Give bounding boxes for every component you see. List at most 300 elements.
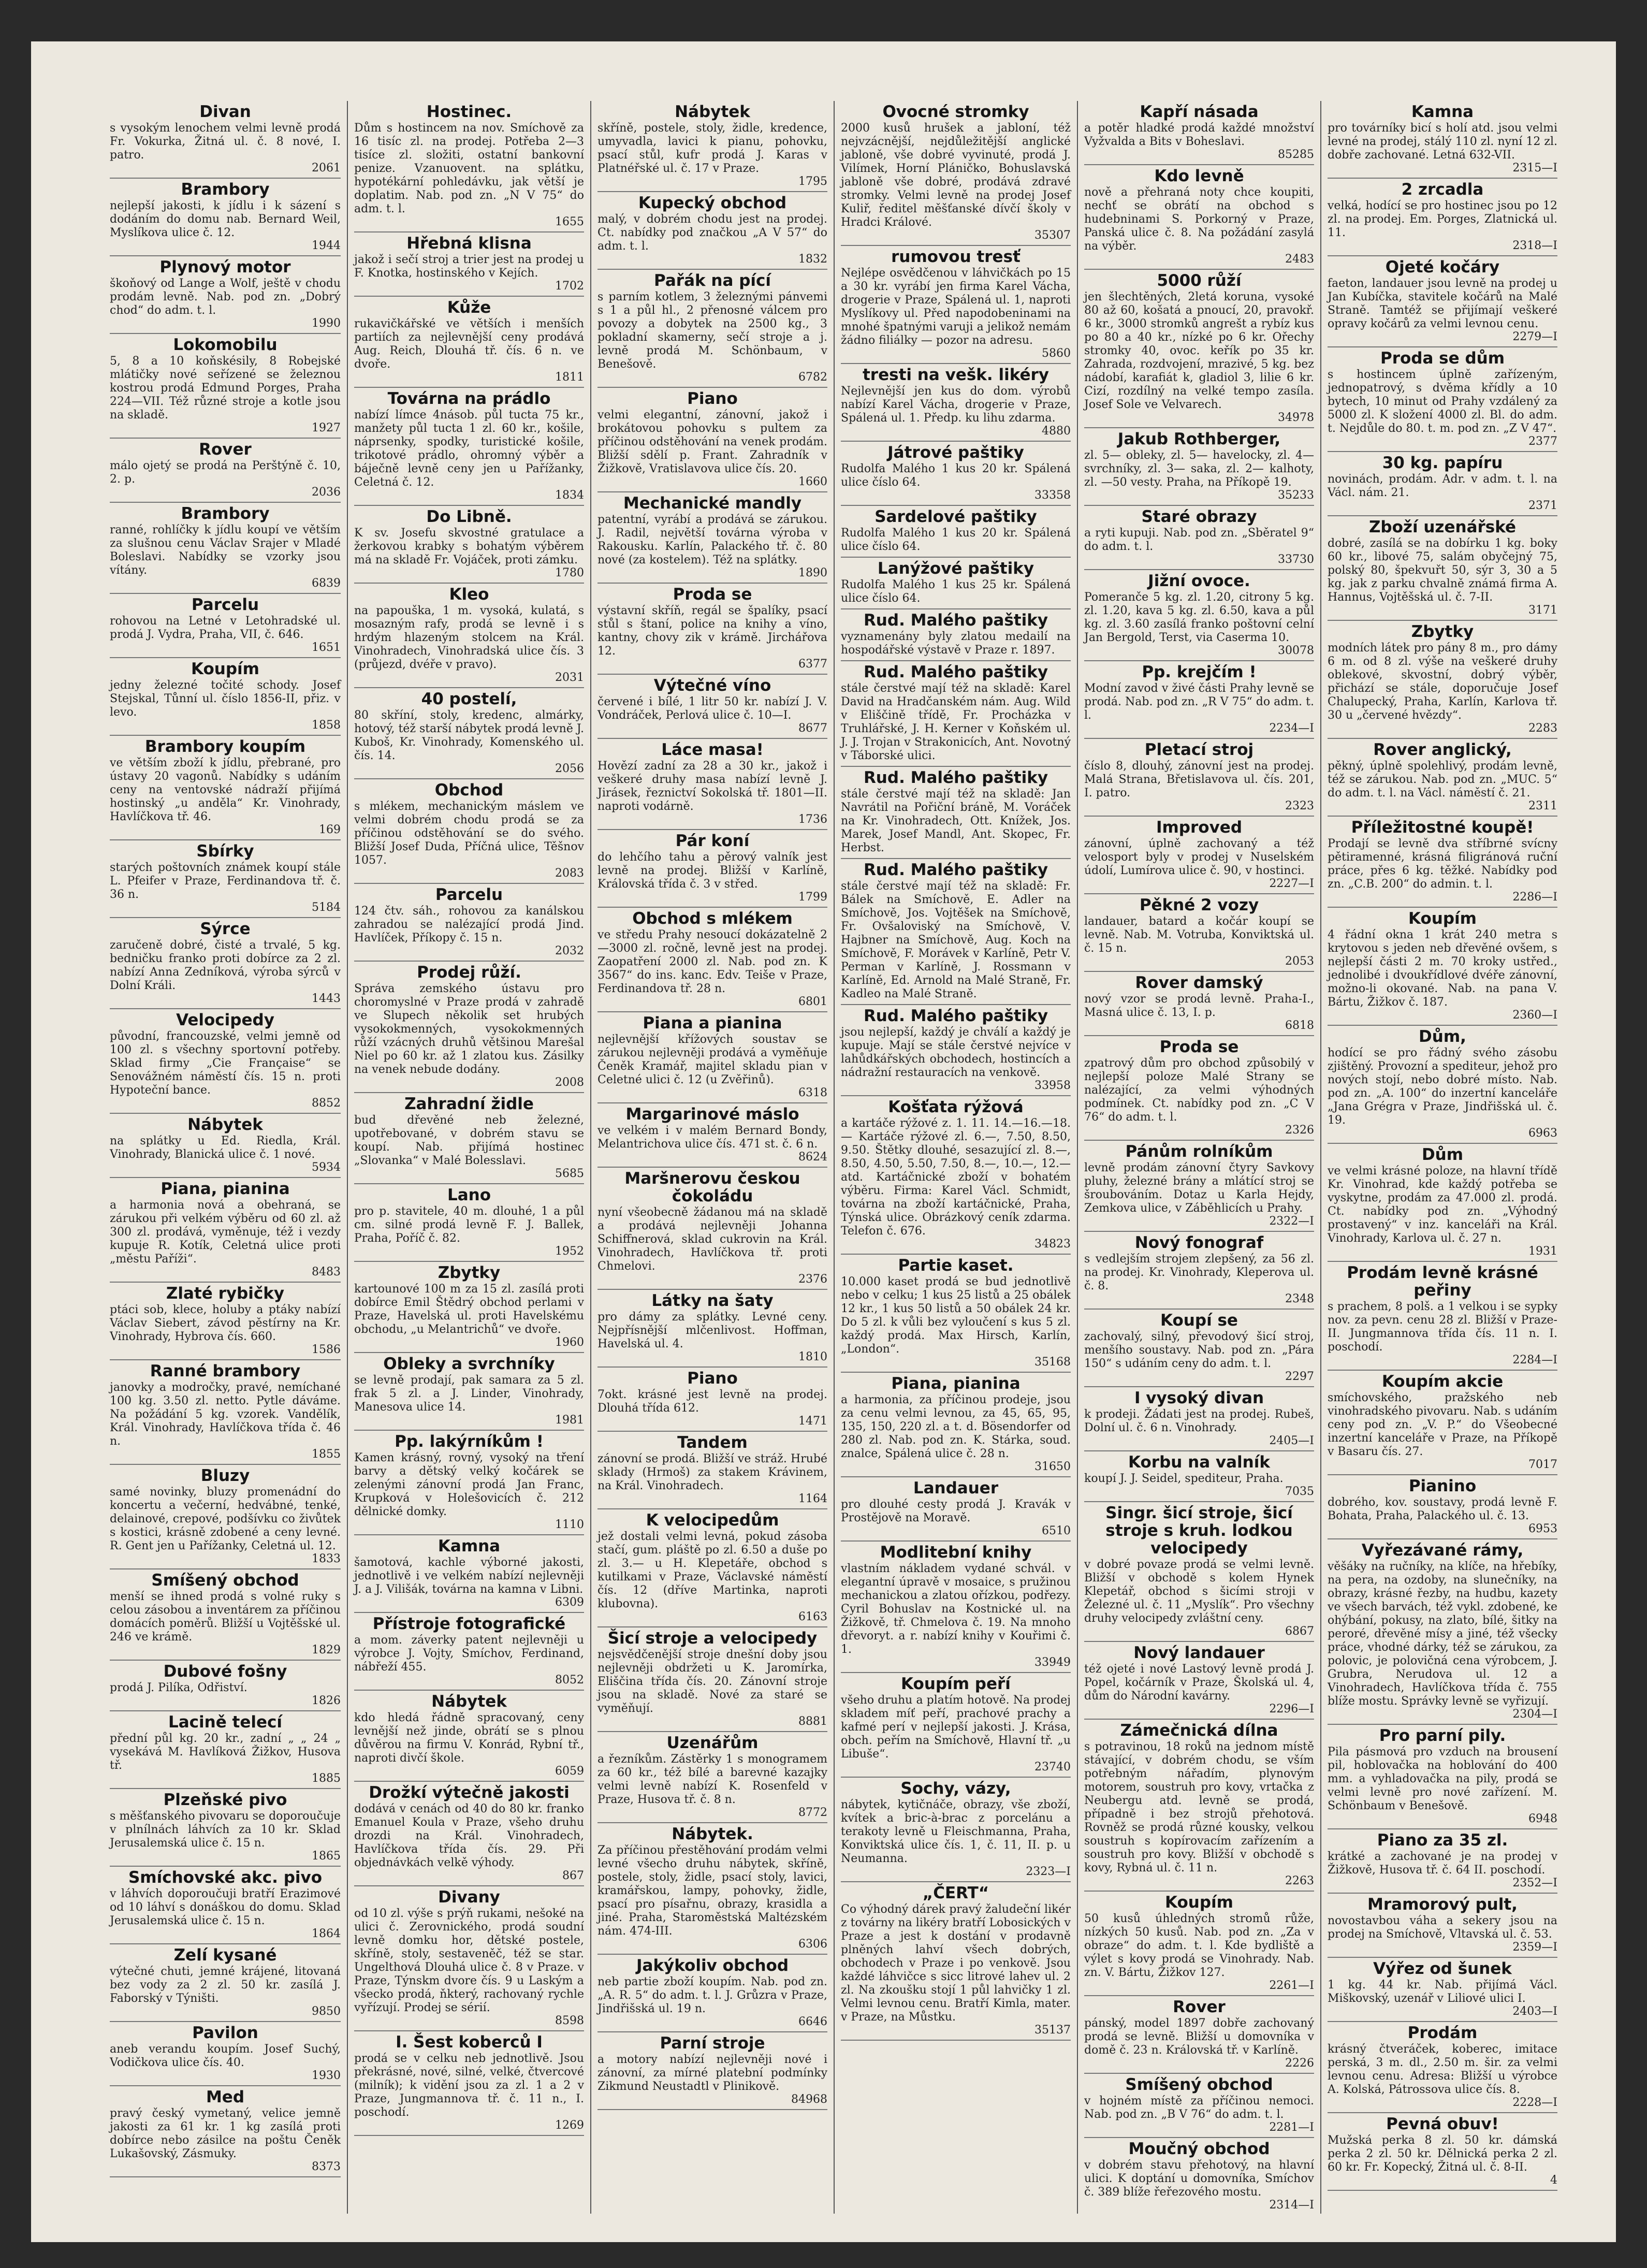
ad-heading: Piano <box>687 389 738 408</box>
ad-number: 1269 <box>555 2119 584 2132</box>
ad-heading: Piana a pianina <box>643 1014 782 1033</box>
ad-text: výtečné chuti, jemné krájené, litovaná bez vody za 2 zl. 50 kr. zasílá J. Faborský v Týništi. <box>110 1965 341 2005</box>
ad-number: 31650 <box>1034 1460 1071 1473</box>
ad-text: nyní všeobecně žádanou má na skladě a prodává nejlevněji Johanna Schiffnerová, sklad cukrovin na Král. Vinohradech, Havlíčkova tř. proti Chmelovi. <box>597 1206 827 1273</box>
classified-ad <box>354 101 584 232</box>
classified-ad <box>354 1353 584 1431</box>
ad-heading: Koupím <box>1165 1893 1233 1912</box>
classified-ad <box>597 675 827 739</box>
ad-heading: Ojeté kočáry <box>1385 258 1500 277</box>
classified-ad <box>1328 1371 1557 1475</box>
ad-number: 2056 <box>555 762 584 775</box>
classified-ad <box>597 1168 827 1290</box>
ad-text: škoňový od Lange a Wolf, ještě v chodu prodám levně. Nab. pod zn. „Dobrý chod“ do adm. t. l. <box>110 277 341 317</box>
ad-heading: Hřebná klisna <box>406 234 532 253</box>
ad-number: 8483 <box>312 1266 341 1278</box>
classified-ad <box>1328 101 1557 179</box>
ad-number: 8881 <box>798 1715 827 1728</box>
ad-heading: „ČERT“ <box>922 1884 989 1902</box>
ad-text: velká, hodící se pro hostinec jsou po 12 zl. na prodej. Em. Porges, Zlatnická ul. 11. <box>1328 199 1557 239</box>
ad-heading: Smíšený obchod <box>151 1571 299 1590</box>
ad-number: 2304—I <box>1512 1708 1557 1721</box>
ad-number: 30078 <box>1278 644 1314 657</box>
ad-heading: Brambory <box>181 180 270 199</box>
ad-number: 8624 <box>798 1151 827 1164</box>
ad-heading: 2 zrcadla <box>1401 180 1484 199</box>
classified-ad <box>110 1944 341 2022</box>
ad-number: 2234—I <box>1269 722 1314 735</box>
ad-heading: Modlitební knihy <box>880 1543 1032 1562</box>
ad-number: 1655 <box>555 215 584 228</box>
ad-heading: Rud. Malého paštiky <box>863 663 1048 681</box>
ad-number: 35168 <box>1034 1356 1071 1369</box>
ad-heading: Jakýkoliv obchod <box>636 1956 789 1975</box>
classified-ad <box>1328 621 1557 739</box>
ad-text: modních látek pro pány 8 m., pro dámy 6 m. od 8 zl. výše na veškeré druhy oblekové, skvostní, dobrý výběr, přichází se stále, doporučuje Josef Chalupecký, Praha, Karlín, Karlova tř. 30 u „červené hvězdy“. <box>1328 642 1557 722</box>
ad-heading: rumovou tresť <box>891 248 1021 266</box>
classified-ad <box>1084 1387 1314 1451</box>
classified-ad <box>841 101 1071 246</box>
ad-number: 1471 <box>798 1415 827 1428</box>
classified-ad <box>597 1432 827 1509</box>
ad-heading: Kleo <box>449 585 489 604</box>
ad-text: do lehčího tahu a pěrový valník jest levně na prodej. Bližší v Karlíně, Královská třída č. 3 v střed. <box>597 851 827 891</box>
classified-ad <box>110 594 341 658</box>
ad-text: v láhvích doporoučuji bratří Erazimové od 10 láhví s donáškou do domu. Sklad Jerusalemská ulice č. 15 n. <box>110 1887 341 1927</box>
ad-text: koupí J. J. Seidel, spediteur, Praha. <box>1084 1472 1284 1485</box>
ad-text: od 10 zl. výše s prýň rukami, nešoké na ulici č. Zerovnického, prodá soudní levně domku hor, dětské postele, skříně, stoly, sestaveněč, též se star. Ungelthová Dlouhá ulice č. 8 v Praze. v Praze, Týnskm dvore čís. 9 u Laským a všecko prodá, ňkterý, rachovaný rychle vyřízují. Prodej se sérií. <box>354 1907 584 2014</box>
ad-heading: Proda se <box>1159 1038 1239 1056</box>
ad-text: velmi elegantní, zánovní, jakož i brokátovou pohovku s pultem za příčinou odstěhování na venek prodám. Bližší sdělí p. Frant. Zahradník v Žižkově, Vratislavova ulice čís. 20. <box>597 409 827 475</box>
ad-column <box>834 101 1077 2214</box>
classified-ad <box>1084 1502 1314 1642</box>
ad-number: 4 <box>1550 2174 1557 2187</box>
ad-text: krásný čtveráček, koberec, imitace perská, 3 m. dl., 2.50 m. šir. za velmi levnou cenu. Adresa: Bližší u výrobce A. Kolská, Pátrossova ulice čís. 8. <box>1328 2043 1557 2096</box>
classified-ad <box>841 246 1071 364</box>
ad-number: 8852 <box>312 1097 341 1110</box>
ad-number: 2083 <box>555 867 584 880</box>
ad-number: 1586 <box>312 1343 341 1356</box>
classified-ad <box>1328 817 1557 908</box>
classified-ad <box>597 1368 827 1432</box>
ad-text: s parním kotlem, 3 železnými pánvemi s 1 a půl hl., 2 přenosné válcem pro povozy a dobytek na 2500 kg., 3 pokladní skamerny, sečí stroje a j. levně prodá M. Schönbaum, v Benešově. <box>597 290 827 371</box>
ad-heading: Zbytky <box>1411 622 1474 641</box>
classified-ad <box>110 1114 341 1178</box>
ad-text: 7okt. krásné jest levně na prodej. Dlouhá třída 612. <box>597 1388 827 1415</box>
classified-ad <box>110 256 341 334</box>
classified-ad <box>841 767 1071 859</box>
ad-heading: Drožkí výtečně jakosti <box>369 1783 570 1802</box>
ad-text: a řezníkům. Zástěrky 1 s monogramem za 60 kr., též bílé a barevné kazajky velmi levně nabízí K. Rosenfeld v Praze, Husova tř. č. 8 n. <box>597 1753 827 1806</box>
ad-heading: Prodám levně krásné peřiny <box>1347 1263 1538 1300</box>
ad-number: 1443 <box>312 992 341 1005</box>
ad-number: 84968 <box>791 2093 827 2106</box>
ad-number: 1833 <box>312 1552 341 1565</box>
classified-ad <box>354 1262 584 1353</box>
classified-ad <box>597 270 827 388</box>
ad-text: starých poštovních známek koupí stále L. Pfeifer v Praze, Ferdinandova tř. č. 36 n. <box>110 861 341 901</box>
ad-number: 2227—I <box>1269 877 1314 890</box>
ad-number: 2281—I <box>1269 2121 1314 2134</box>
ad-number: 1811 <box>555 371 584 384</box>
classified-ad <box>1084 428 1314 506</box>
ad-heading: Koupí se <box>1160 1311 1238 1330</box>
ad-text: v hojném místě za příčinou nemoci. Nab. pod zn. „B V 76“ do adm. t. l. <box>1084 2095 1314 2121</box>
ad-text: Správa zemského ústavu pro choromyslné v Praze prodá v zahradě ve Slupech několik set hrubých vysokokmenných, vysokokmenných růží vzácných druhů většinou Marešal Niel po 60 kr. až 1 zlatou kus. Zásilky na venek nebude dodány. <box>354 982 584 1076</box>
ad-text: v dobrém stavu přehotový, na hlavní ulici. K doptání u domovníka, Smíchov č. 389 blíže řeřezového mostu. <box>1084 2159 1314 2199</box>
ad-text: Rudolfa Malého 1 kus 20 kr. Spálená ulice číslo 64. <box>841 462 1071 489</box>
ad-text: nově a přehraná noty chce koupiti, nechť se obrátí na obchod s hudebninami S. Porkorný v Praze, Panská ulice č. 8. Na požádání zasylá na výběr. <box>1084 186 1314 253</box>
ad-text: červené i bílé, 1 litr 50 kr. nabízí J. V. Vondráček, Perlová ulice č. 10—I. <box>597 695 827 722</box>
ad-heading: Margarinové máslo <box>625 1105 799 1124</box>
classified-ad <box>597 1823 827 1955</box>
ad-text: pravý český vymetaný, velice jemně jakosti za 61 kr. 1 kg zasílá proti dobírce nebo zásilce na poštu Čeněk Lukašovský, Zásmuky. <box>110 2107 341 2160</box>
classified-ad <box>354 232 584 297</box>
classified-ad <box>354 1431 584 1535</box>
ad-text: pěkný, úplně spolehlivý, prodám levně, též se zárukou. Nab. pod zn. „MUC. 5“ do adm. t. l. na Václ. náměstí č. 21. <box>1328 760 1557 799</box>
ad-heading: Plzeňské pivo <box>163 1791 287 1809</box>
classified-ad <box>110 918 341 1009</box>
ad-text: neb partie zboží koupím. Nab. pod zn. „A. R. 5“ do adm. t. l. J. Grůzra v Praze, Jindřišská ul. 19 n. <box>597 1975 827 2015</box>
classified-ad <box>1084 1996 1314 2074</box>
ad-column <box>104 101 347 2214</box>
classified-ad <box>1084 2074 1314 2138</box>
ad-heading: Pro parní pily. <box>1379 1726 1506 1745</box>
ad-number: 4880 <box>1042 425 1071 438</box>
ad-heading: Pařák na pící <box>653 271 771 290</box>
ad-number: 33358 <box>1034 489 1071 502</box>
ad-number: 33958 <box>1034 1079 1071 1092</box>
ad-number: 2226 <box>1285 2057 1314 2070</box>
ad-text: a harmonia, za příčinou prodeje, jsou za cenu velmi levnou, za 45, 65, 95, 135, 150, 220 zl. a t. d. Bösendorfer od 280 zl. Nab. pod zn. K. Stárka, soud. znalce, Spálená ulice č. 28 n. <box>841 1393 1071 1460</box>
ad-number: 1164 <box>798 1492 827 1505</box>
ad-heading: Sbírky <box>196 842 254 861</box>
ad-heading: Zámečnická dílna <box>1120 1721 1278 1740</box>
classified-ad <box>354 688 584 779</box>
ad-text: jež dostali velmi levná, pokud zásoba stačí, gum. pláště po zl. 6.50 a duše po zl. 3.— u H. Klepetáře, obchod s kutilkami v Praze, Václavské náměstí čís. 12 (dříve Martinka, naproti klubovna). <box>597 1530 827 1610</box>
ad-text: nový vzor se prodá levně. Praha-I., Masná ulice č. 13, I. p. <box>1084 993 1314 1019</box>
classified-ad <box>597 492 827 584</box>
ad-heading: Prodám <box>1407 2024 1478 2042</box>
ad-text: ve větším zboží k jídlu, přebrané, pro ústavy 20 vagonů. Nabídky s udáním ceny na ventovské nádraží přijímá hostinský „u anděla“ Kr. Vinohrady, Havlíčkova tř. 46. <box>110 757 341 823</box>
ad-text: bud dřevěné neb železné, upotřebované, v dobrém stavu se koupí. Nab. přijímá hostinec „Slovanka“ v Malé Bolesslavi. <box>354 1114 584 1167</box>
ad-heading: Zelí kysané <box>173 1946 277 1965</box>
classified-ad <box>841 1373 1071 1477</box>
ad-number: 1885 <box>312 1772 341 1785</box>
ad-heading: K velocipedům <box>646 1511 779 1530</box>
ad-heading: Mramorový pult, <box>1367 1895 1518 1914</box>
ad-number: 2323—I <box>1026 1865 1071 1878</box>
ad-heading: Kdo levně <box>1154 167 1244 185</box>
ad-text: dodává v cenách od 40 do 80 kr. franko Emanuel Koula v Praze, všeho druhu drozdi na Král. Vinohradech, Havlíčkova třída čís. 29. Při objednávkách velkě výhody. <box>354 1802 584 1869</box>
ad-number: 8598 <box>555 2014 584 2027</box>
ad-number: 2377 <box>1528 435 1557 448</box>
ad-heading: Plynový motor <box>159 258 291 277</box>
ad-number: 1931 <box>1528 1245 1557 1258</box>
classified-ad <box>110 1789 341 1867</box>
ad-text: Rudolfa Malého 1 kus 25 kr. Spálená ulice číslo 64. <box>841 578 1071 605</box>
classified-ad <box>1084 101 1314 165</box>
classified-ad <box>1328 1894 1557 1958</box>
ad-heading: Rover <box>199 440 252 459</box>
ad-heading: Dům <box>1421 1145 1464 1164</box>
ad-number: 8772 <box>798 1806 827 1819</box>
ad-number: 1651 <box>312 641 341 654</box>
ad-number: 6646 <box>798 2015 827 2028</box>
ad-number: 5184 <box>312 901 341 914</box>
ad-text: 50 kusů úhledných stromů růže, nízkých 50 kusů. Nab. pod zn. „Za v obraze“ do adm. t. l. Kde bydliště a výlet s kovy prodá se Vinohrady. Nab. zn. V. Bártu, Žižkov 127. <box>1084 1912 1314 1979</box>
ad-heading: Koupím <box>191 660 259 678</box>
ad-text: a ryti kupuji. Nab. pod zn. „Sběratel 9“ do adm. t. l. <box>1084 527 1314 553</box>
ad-text: zánovní, úplně zachovaný a též velosport byly v prodej v Nuselském údolí, Lumírova ulice č. 90, v hostinci. <box>1084 837 1314 877</box>
ad-number: 1110 <box>555 1518 584 1531</box>
ad-text: ve velmi krásné poloze, na hlavní třídě Kr. Vinohrad, kde každý potřeba se vyskytne, prodám za 47.000 zl. prodá. Ct. nabídky pod zn. „Výhodný prostavený“ v inz. kanceláři na Král. Vinohrady, Karlova ul. č. 27 n. <box>1328 1165 1557 1245</box>
ad-text: 1 kg. 44 kr. Nab. přijímá Václ. Miškovský, uzenář v Liliové ulici I. <box>1328 1979 1557 2005</box>
ad-number: 2352—I <box>1512 1877 1557 1889</box>
classified-ad <box>841 1778 1071 1882</box>
ad-heading: Sochy, vázy, <box>900 1779 1011 1798</box>
ad-heading: Nábytek <box>431 1692 507 1711</box>
ad-heading: Parcelu <box>435 885 503 904</box>
ad-number: 1981 <box>555 1414 584 1427</box>
ad-text: Nejlevnější jen kus do dom. výrobů nabízí Karel Vácha, drogerie v Praze, Spálená ul. 1. Předp. ku lihu zdarma. <box>841 385 1071 425</box>
classified-ad <box>110 1465 341 1569</box>
ad-text: prodá J. Pilíka, Odřiství. <box>110 1681 247 1694</box>
ad-heading: Proda se <box>673 585 752 604</box>
ad-text: pro dlouhé cesty prodá J. Kravák v Prostějově na Moravě. <box>841 1498 1071 1524</box>
classified-ad <box>1084 1642 1314 1720</box>
ad-heading: Košťata rýžová <box>888 1098 1024 1116</box>
ad-text: Dům s hostincem na nov. Smíchově za 16 tisíc zl. na prodej. Potřeba 2—3 tisíce zl. složiti, ostatní bankovní penize. Vzanuovent. na splátku, hypotékární pohledávku, jak větší je doplatim. Nab. pod zn. „N V 75“ do adm. t. l. <box>354 122 584 215</box>
classified-ad <box>597 1627 827 1732</box>
ad-heading: Rover <box>1173 1998 1226 2016</box>
classified-ad <box>354 506 584 584</box>
ad-heading: Obleky a svrchníky <box>383 1355 555 1373</box>
ad-heading: Kupecký obchod <box>638 194 787 212</box>
ad-text: novinách, prodám. Adr. v adm. t. l. na Václ. nám. 21. <box>1328 473 1557 499</box>
classified-ad <box>841 1005 1071 1096</box>
classified-ad <box>110 439 341 503</box>
ad-text: vyznamenány byly zlatou medailí na hospodářské výstavě v Praze r. 1897. <box>841 630 1071 657</box>
ad-text: s vysokým lenochem velmi levně prodá Fr. Vokurka, Žitná ul. č. 8 nové, I. patro. <box>110 122 341 162</box>
ad-heading: Bluzy <box>200 1466 250 1485</box>
ad-number: 7017 <box>1528 1458 1557 1471</box>
classified-ad <box>110 503 341 594</box>
ad-text: 10.000 kaset prodá se bud jednotlivě nebo v celku; 1 kus 25 listů a 25 obálek 12 kr., 1 kus 50 listů a 50 obálek 24 kr. Do 5 zl. k vůli bez vyloučení s kus 5 zl. každý prodá. Max Hirsch, Karlín, „London“. <box>841 1275 1071 1356</box>
ad-number: 2359—I <box>1512 1941 1557 1954</box>
ad-number: 6377 <box>798 658 827 671</box>
classified-ad <box>841 1673 1071 1778</box>
ad-text: rukavičkářské ve větších i menších partiích za nejlevnější ceny prodává Aug. Reich, Dlouhá tř. čís. 6 n. ve dvoře. <box>354 317 584 371</box>
classified-ad <box>354 584 584 688</box>
ad-number: 2405—I <box>1269 1434 1314 1447</box>
ad-heading: Velocipedy <box>176 1011 274 1029</box>
ad-text: všeho druhu a platím hotově. Na prodej skladem míť peří, prachové prachy a kafmé perí v nejlepší jakosti. J. Krása, obch. peřím na Smíchově, Hlavní tř. „u Libuše“. <box>841 1694 1071 1761</box>
ad-number: 2284—I <box>1512 1354 1557 1366</box>
ad-text: málo ojetý se prodá na Perštýně č. 10, 2. p. <box>110 459 341 486</box>
ad-text: stále čerstvé mají též na skladě: Fr. Bálek na Smíchově, E. Adler na Smíchově, Jos. Vojtěšek na Smíchově, Fr. Ovšaloviský na Smíchově, V. Hajbner na Smíchově, Aug. Koch na Smíchově, F. Morávek v Karlíně, Petr V. Perman v Karlíně, J. Rossmann v Karlíně, Ed. Arnold na Malé Straně, Fr. Kadleo na Malé Straně. <box>841 880 1071 1000</box>
classified-ad <box>597 101 827 192</box>
ad-text: aneb verandu koupím. Josef Suchý, Vodičkova ulice čís. 40. <box>110 2043 341 2069</box>
ad-text: smíchovského, pražského neb vinohradského pivovaru. Nab. s udáním ceny pod zn. „V. P.“ do Všeobecné inzertní kanceláře v Praze, na Příkopě v Basaru čís. 27. <box>1328 1391 1557 1458</box>
ad-number: 1810 <box>798 1350 827 1363</box>
ad-heading: Zbytky <box>438 1263 501 1282</box>
ad-number: 2311 <box>1528 799 1557 812</box>
ad-heading: Singr. šicí stroje, šicí stroje s kruh. lodkou velocipedy <box>1105 1504 1293 1558</box>
classified-ad <box>597 1290 827 1368</box>
ad-text: kartounové 100 m za 15 zl. zasílá proti dobírce Emil Štědrý obchod perlami v Praze, Havelská ul. proti Havelskému obchodu, „u Melantrichů“ ve dvoře. <box>354 1283 584 1336</box>
classified-ad <box>841 1255 1071 1373</box>
ad-heading: Přístroje fotografické <box>372 1615 566 1633</box>
ad-text: ptáci sob, klece, holuby a ptáky nabízí Václav Siebert, závod pěstírny na Kr. Vinohrady, Hybrova čís. 660. <box>110 1303 341 1343</box>
classified-ad <box>1328 1144 1557 1262</box>
ad-text: vlastním nákladem vydané schvál. v elegantní úpravě v mosaice, s pružinou mechanickou a zlatou ořízkou, podřezy. Cyril Bohuslav na Kostnické ul. na Žižkově, tř. Chmelova č. 19. Na mnoho dřevoryt. a r. nabízí knihy v Kouřimi č. 1. <box>841 1562 1071 1656</box>
ad-number: 6510 <box>1042 1524 1071 1537</box>
ad-heading: Piano <box>687 1369 738 1388</box>
ad-heading: Smíšený obchod <box>1125 2075 1273 2094</box>
ad-heading: Sardelové paštiky <box>874 507 1037 526</box>
ad-number: 2279—I <box>1512 330 1557 343</box>
ad-text: výstavní skříň, regál se špalíky, psací stůl s štaní, police na knihy a víno, kantny, chovy zik v krámě. Jirchářova 12. <box>597 604 827 658</box>
ad-number: 6948 <box>1528 1812 1557 1825</box>
ad-text: hodící se pro řádný svého zásobu zjištěný. Provozní a spediteur, jehož pro nových stojí, nebo dobré místo. Nab. pod zn. „A. 100“ do inzertní kanceláře „Jana Grégra v Praze, Jindřišská ul. č. 19. <box>1328 1046 1557 1127</box>
classified-ad <box>1084 661 1314 739</box>
ad-heading: Piana, pianina <box>161 1180 290 1198</box>
ad-text: prodá se v celku neb jednotlivě. Jsou překrásné, nové, silné, velké, čtvercové (milník); k vidění jsou za zl. 1 a 2 v Praze, Jungmannova tř. č. 11 n., I. poschodí. <box>354 2052 584 2119</box>
ad-heading: Brambory <box>181 504 270 523</box>
ad-number: 1890 <box>798 566 827 579</box>
ad-text: dobré, zasílá se na dobírku 1 kg. boky 60 kr., libové 75, salám obyčejný 75, polský 80, špekvuřt 50, sýr 3, 30 a 5 kg. jak z parku chvalně známá firma A. Hannus, Vojtěšská ul. č. 7-II. <box>1328 537 1557 604</box>
classified-ad <box>597 1103 827 1168</box>
ad-heading: Dubové fošny <box>163 1662 287 1681</box>
ad-number: 2286—I <box>1512 891 1557 904</box>
classified-ad <box>841 1096 1071 1255</box>
classified-ad <box>1328 347 1557 452</box>
classified-ad <box>1328 908 1557 1026</box>
ad-number: 1795 <box>798 175 827 188</box>
ad-heading: Pánům rolníkům <box>1125 1142 1273 1161</box>
classified-ad <box>597 1509 827 1627</box>
ad-text: K sv. Josefu skvostné gratulace a žerkovou krabky s bohatým výběrem má na skladě Fr. Vojáček, proti zámku. <box>354 527 584 566</box>
ad-number: 35137 <box>1034 2024 1071 2037</box>
classified-ad <box>841 1542 1071 1673</box>
ad-number: 34978 <box>1278 411 1314 424</box>
ad-column <box>1320 101 1564 2214</box>
ad-text: 2000 kusů hrušek a jabloní, též nejvzácnější, nejdůležitější anglické jabloně, vše dobré vyvinuté, prodá J. Vilímek, Horní Pláničko, Bohuslavská jabloně vše dobré, prodává zdravé stromky. Velmi levně na prodej Josef Kuliř, ředitel měšťanské dívčí školy v Hradci Králové. <box>841 122 1071 229</box>
ad-heading: Kapří násada <box>1140 103 1259 121</box>
ad-heading: Parcelu <box>191 595 259 614</box>
classified-ad <box>1328 516 1557 621</box>
ad-text: věšáky na ručníky, na klíče, na hřebíky, na pera, na ozdoby, na slunečníky, na obrazy, krásné řezby, na hudbu, kazety ve všech barvách, též vykl. zdobené, ke ohýbání, pokusy, na zlato, bílé, šitky na peroré, dřevěné mísy a jiné, též všecky práce, vhodné dárky, též se zárukou, za polovic, je polovičná cena výrobcem, J. Grubra, Nerudova ul. 12 a Vinohradech, Havlíčkova třída č. 755 blíže mostu. Správky levně se vyřizují. <box>1328 1560 1557 1708</box>
classified-ad <box>1084 2138 1314 2214</box>
classified-ad <box>1084 1036 1314 1141</box>
ad-heading: 5000 růží <box>1157 271 1242 290</box>
classified-ad <box>354 2031 584 2136</box>
ad-number: 6309 <box>555 1596 584 1609</box>
ad-number: 8677 <box>798 722 827 735</box>
ad-number: 2297 <box>1285 1370 1314 1383</box>
ad-number: 8373 <box>312 2160 341 2173</box>
ad-number: 2228—I <box>1512 2096 1557 2109</box>
ad-number: 2318—I <box>1512 239 1557 252</box>
ad-number: 1829 <box>312 1644 341 1656</box>
ad-column <box>347 101 590 2214</box>
ad-number: 2263 <box>1285 1874 1314 1887</box>
classified-ad <box>1328 1539 1557 1725</box>
classified-ad <box>1084 1310 1314 1387</box>
ad-heading: Mechanické mandly <box>623 494 802 513</box>
classified-ad <box>1328 739 1557 817</box>
ad-heading: Kamna <box>438 1537 501 1555</box>
classified-ad <box>597 1732 827 1823</box>
ad-heading: Výřez od šunek <box>1373 1959 1512 1978</box>
ad-text: číslo 8, dlouhý, zánovní jest na prodej. Malá Strana, Břetislavova ul. čís. 201, I. patro. <box>1084 760 1314 799</box>
ad-text: pánský, model 1897 dobře zachovaný prodá se levně. Bližší u domovníka v domě č. 23 n. Královská tř. v Karlíně. <box>1084 2017 1314 2057</box>
ad-text: s prachem, 8 polš. a 1 velkou i se sypky nov. za pevn. cenu 28 zl. Bližší v Praze-II. Jungmannova třída čís. 11 n. I. poschodí. <box>1328 1300 1557 1354</box>
ad-heading: Piano za 35 zl. <box>1377 1831 1508 1850</box>
ad-number: 6839 <box>312 577 341 590</box>
ad-heading: Rud. Malého paštiky <box>863 861 1048 879</box>
ad-heading: Pár koní <box>675 832 750 850</box>
classified-ad <box>841 1477 1071 1542</box>
ad-text: samé novinky, bluzy promenádní do koncertu a večerní, hedvábné, tenké, delainové, crepové, podšívku co živůtek s kostici, krásně zdobené a ceny levné. R. Gent jen u Pařížanky, Celetná ul. 12. <box>110 1486 341 1552</box>
ad-text: s vedlejším strojem zlepšený, za 56 zl. na prodej. Kr. Vinohrady, Kleperova ul. č. 8. <box>1084 1253 1314 1292</box>
classified-ad <box>597 830 827 908</box>
classified-ad <box>110 2086 341 2177</box>
ad-text: na papouška, 1 m. vysoká, kulatá, s mosazným rafy, prodá se levně i s hrdým hlazeným stolcem na Král. Vinohradech, Vinohradská ulice čís. 3 (průjezd, dvéře v pravo). <box>354 604 584 671</box>
ad-number: 7035 <box>1285 1485 1314 1498</box>
ad-text: Modní zavod v živé části Prahy levně se prodá. Nab. pod zn. „R V 75“ do adm. t. l. <box>1084 682 1314 722</box>
ad-number: 5685 <box>555 1167 584 1180</box>
ad-text: a potěr hladké prodá každé množství Vyžvalda a Bits v Boheslavi. <box>1084 122 1314 148</box>
ad-number: 1799 <box>798 891 827 904</box>
ad-text: stále čerstvé mají též na skladě: Jan Navrátil na Pořiční bráně, M. Voráček na Kr. Vinohradech, Ott. Knížek, Jos. Marek, Josef Mandl, Ant. Skopec, Fr. Herbst. <box>841 788 1071 854</box>
ad-text: Pomeranče 5 kg. zl. 1.20, citrony 5 kg. zl. 1.20, kava 5 kg. zl. 6.50, kava a půl kg. zl. 3.60 zasílá franko poštovní celní Jan Bergold, Terst, via Caserma 10. <box>1084 591 1314 644</box>
ad-heading: I vysoký divan <box>1134 1389 1264 1407</box>
ad-heading: Divany <box>438 1888 500 1907</box>
ad-number: 169 <box>319 823 341 836</box>
ad-text: přední půl kg. 20 kr., zadní „ „ 24 „ vysekává M. Havlíková Žižkov, Husova tř. <box>110 1732 341 1772</box>
ad-text: v dobré povaze prodá se velmi levně. Bližší v obchodě s kolem Hynek Klepetář, obchod s šicími stroji v Železné ul. č. 11 „Myslík“. Pro všechny druhy velocipedy zvláštní ceny. <box>1084 1558 1314 1625</box>
ad-text: ranné, rohlíčky k jídlu koupí ve větším za slušnou cenu Václav Srajer v Mladé Boleslavi. Nabídky se vzorky jsou vítány. <box>110 524 341 577</box>
ad-number: 1952 <box>555 1245 584 1258</box>
ad-text: Nejlépe osvědčenou v láhvičkách po 15 a 30 kr. vyrábí jen firma Karel Vácha, drogerie v Praze, Spálená ul. 1, naproti Myslíkovy ul. Před napodobeninami na mnohé špatnými varuji a jelikož nemám žádno filiálky — pozor na adresu. <box>841 267 1071 347</box>
classified-ad <box>597 739 827 830</box>
ad-number: 3171 <box>1528 604 1557 617</box>
ad-text: Za příčinou přestěhování prodám velmi levné všecho druhu nábytek, skříně, postele, stoly, židle, psací stoly, lavici, kramářskou, lampy, pohovky, židle, psací pro písařnu, obrazy, krasidla a jiné. Praha, Staroměstská Maltézském nám. 474-III. <box>597 1844 827 1938</box>
ad-heading: Pavilon <box>192 2024 258 2042</box>
classified-ad <box>354 1093 584 1184</box>
ad-text: a kartáče rýžové z. 1. 11. 14.—16.—18.— Kartáče rýžové zl. 6.—, 7.50, 8.50, 9.50. Štětky dlouhé, sesazující zl. 8.—, 8.50, 4.50, 5.50, 7.50, 8.—, 10.—, 12.— atd. Kartáčnické zboží v bohatém výběru. Firma: Karel Václ. Schmidt, továrna na zboží kartáčnické, Praha, Týnská ulice. Obrázkový ceník zdarma. Telefon č. 676. <box>841 1117 1071 1238</box>
ad-text: kdo hledá řádně spracovaný, ceny levnější než jinde, obrátí se s plnou důvěrou na firmu V. Konrád, Rybní tř., naproti divčí škole. <box>354 1711 584 1765</box>
ad-heading: Zahradní židle <box>404 1095 534 1113</box>
ad-text: krátké a zachované je na prodej v Žižkově, Husova tř. č. 64 II. poschodí. <box>1328 1850 1557 1877</box>
ad-number: 2323 <box>1285 799 1314 812</box>
ad-number: 1990 <box>312 317 341 330</box>
classified-ad <box>841 442 1071 506</box>
ad-heading: Partie kaset. <box>898 1256 1014 1275</box>
ad-heading: Dům, <box>1419 1027 1466 1046</box>
ad-heading: Pianino <box>1408 1477 1477 1495</box>
ad-heading: Pěkné 2 vozy <box>1139 896 1259 914</box>
ad-heading: Zlaté rybičky <box>166 1284 285 1303</box>
ad-heading: Zboží uzenářské <box>1368 518 1517 536</box>
classified-ad <box>841 506 1071 558</box>
ad-number: 1660 <box>798 475 827 488</box>
ad-number: 1855 <box>312 1448 341 1461</box>
classified-ad <box>1328 1262 1557 1371</box>
ad-text: Prodají se levně dva stříbrné svícny pětiramenné, krásná filigránová ruční práce, přes 6 kg. těžké. Nabídky pod zn. „C.B. 200“ do admin. t. l. <box>1328 837 1557 891</box>
